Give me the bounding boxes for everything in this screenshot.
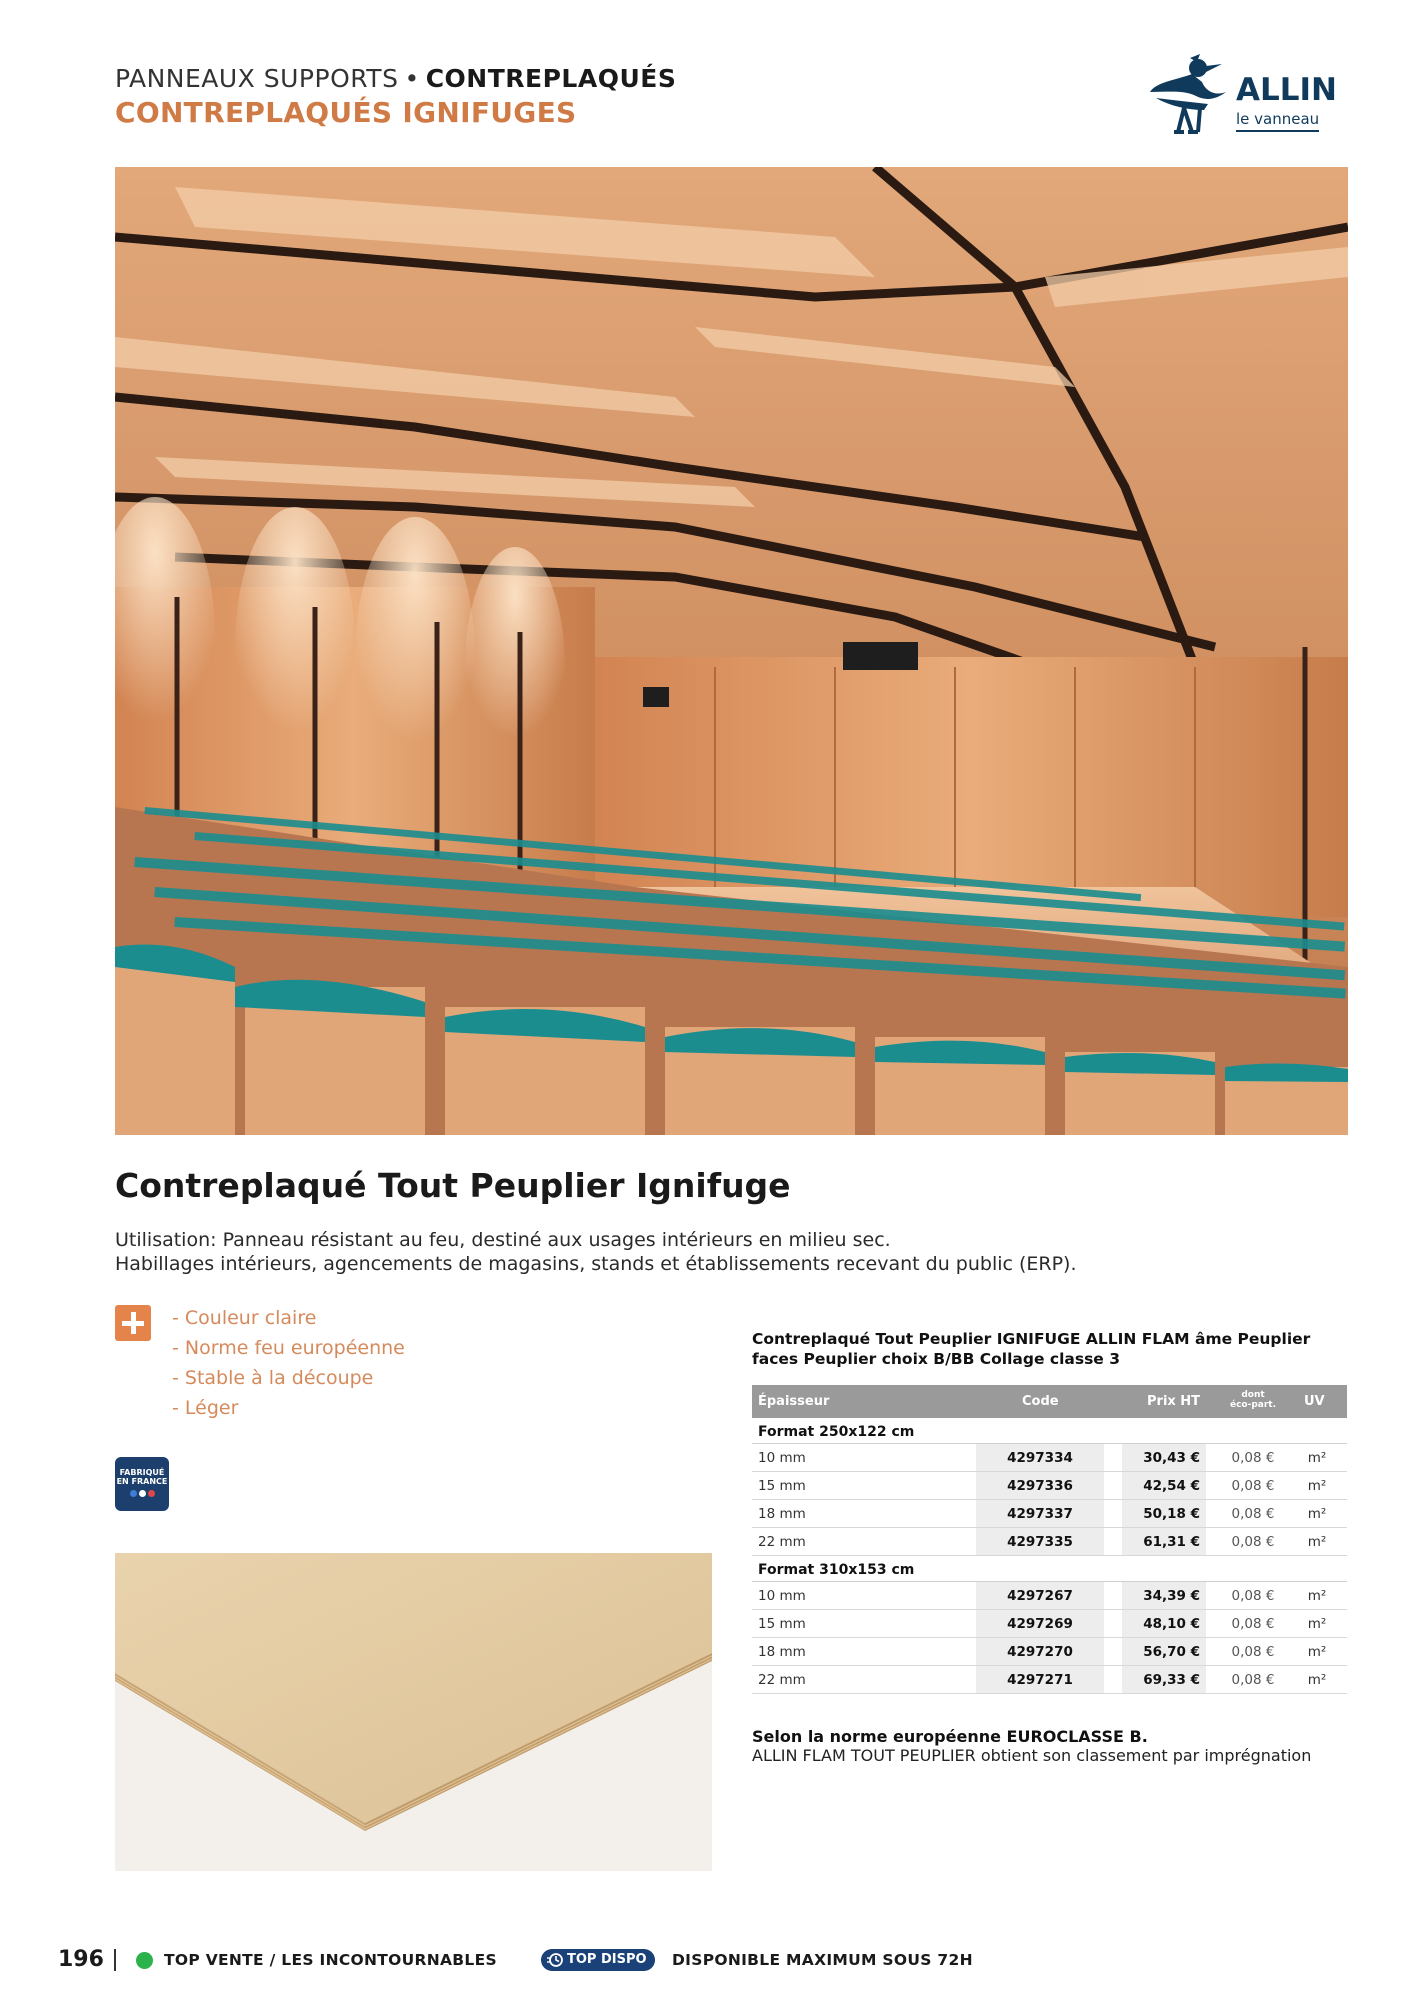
cell-code: 4297335 (976, 1528, 1104, 1555)
feature-item: - Stable à la découpe (172, 1367, 374, 1389)
price-table (752, 1385, 1347, 1694)
header-eco-line-1: dont (1241, 1390, 1265, 1400)
cell-eco: 0,08 € (1231, 1672, 1275, 1688)
table-header-row (752, 1385, 1347, 1418)
table-title-line-2: faces Peuplier choix B/BB Collage classe 3 (752, 1350, 1121, 1368)
feature-item: - Léger (172, 1397, 239, 1419)
header-code: Code (1022, 1394, 1059, 1409)
disponible-label: DISPONIBLE MAXIMUM SOUS 72H (672, 1951, 973, 1969)
top-dispo-badge (541, 1949, 655, 1971)
cell-prix: 42,54 € (1122, 1472, 1206, 1499)
header-eco-part (1218, 1390, 1288, 1410)
breadcrumb-separator: • (404, 64, 420, 93)
cell-uv: m² (1307, 1588, 1327, 1604)
cell-eco: 0,08 € (1231, 1534, 1275, 1550)
cell-prix: 50,18 € (1122, 1500, 1206, 1527)
format-row: Format 250x122 cm (752, 1418, 1347, 1444)
norm-title: Selon la norme européenne EUROCLASSE B. (752, 1727, 1148, 1746)
breadcrumb (115, 64, 676, 93)
cell-code: 4297270 (976, 1638, 1104, 1665)
badge-line-2: EN FRANCE (116, 1477, 168, 1486)
header-prix: Prix HT (1147, 1394, 1201, 1409)
table-row (752, 1610, 1347, 1638)
cell-prix: 34,39 € (1122, 1582, 1206, 1609)
usage-line-2: Habillages intérieurs, agencements de magasins, stands et établissements recevant du public (ERP). (115, 1253, 1077, 1275)
top-vente-label: TOP VENTE / LES INCONTOURNABLES (164, 1951, 497, 1969)
top-dispo-label: TOP DISPO (567, 1952, 647, 1967)
cell-code: 4297271 (976, 1666, 1104, 1693)
feature-item: - Norme feu européenne (172, 1337, 405, 1359)
cell-prix: 69,33 € (1122, 1666, 1206, 1693)
cell-eco: 0,08 € (1231, 1450, 1275, 1466)
usage-line-1: Utilisation: Panneau résistant au feu, destiné aux usages intérieurs en milieu sec. (115, 1229, 891, 1251)
page-number: 196 (58, 1947, 104, 1972)
table-row (752, 1582, 1347, 1610)
cell-prix: 48,10 € (1122, 1610, 1206, 1637)
cell-eco: 0,08 € (1231, 1506, 1275, 1522)
feature-item: - Couleur claire (172, 1307, 317, 1329)
top-dispo-clock-icon (547, 1952, 563, 1968)
cell-eco: 0,08 € (1231, 1478, 1275, 1494)
cell-epaisseur: 10 mm (758, 1588, 806, 1604)
breadcrumb-section: PANNEAUX SUPPORTS (115, 64, 399, 93)
cell-uv: m² (1307, 1506, 1327, 1522)
feature-list (172, 1306, 405, 1426)
usage-text (115, 1228, 1077, 1276)
header-epaisseur: Épaisseur (758, 1394, 830, 1409)
footer-divider (114, 1949, 116, 1971)
cell-eco: 0,08 € (1231, 1588, 1275, 1604)
cell-epaisseur: 18 mm (758, 1506, 806, 1522)
table-row (752, 1666, 1347, 1694)
cell-epaisseur: 15 mm (758, 1616, 806, 1632)
table-row (752, 1528, 1347, 1556)
logo-name: ALLIN (1236, 72, 1337, 108)
table-title (752, 1329, 1352, 1369)
cell-epaisseur: 10 mm (758, 1450, 806, 1466)
cell-eco: 0,08 € (1231, 1644, 1275, 1660)
cell-uv: m² (1307, 1478, 1327, 1494)
cell-prix: 61,31 € (1122, 1528, 1206, 1555)
cell-uv: m² (1307, 1672, 1327, 1688)
fabrique-en-france-badge-icon (115, 1457, 169, 1511)
cell-uv: m² (1307, 1450, 1327, 1466)
plywood-panel-photo (115, 1553, 712, 1871)
cell-eco: 0,08 € (1231, 1616, 1275, 1632)
cell-uv: m² (1307, 1616, 1327, 1632)
product-title: Contreplaqué Tout Peuplier Ignifuge (115, 1166, 791, 1205)
header-uv: UV (1304, 1394, 1325, 1409)
badge-line-1: FABRIQUÉ (119, 1468, 165, 1477)
cell-code: 4297337 (976, 1500, 1104, 1527)
cell-code: 4297334 (976, 1444, 1104, 1471)
cell-uv: m² (1307, 1644, 1327, 1660)
table-row (752, 1638, 1347, 1666)
cell-uv: m² (1307, 1534, 1327, 1550)
table-row (752, 1472, 1347, 1500)
cell-epaisseur: 22 mm (758, 1534, 806, 1550)
auditorium-photo (115, 167, 1348, 1135)
table-title-line-1: Contreplaqué Tout Peuplier IGNIFUGE ALLIN FLAM âme Peuplier (752, 1330, 1311, 1348)
cell-epaisseur: 18 mm (758, 1644, 806, 1660)
norm-text: ALLIN FLAM TOUT PEUPLIER obtient son classement par imprégnation (752, 1746, 1312, 1765)
logo-tagline: le vanneau (1236, 110, 1319, 132)
french-flag-dots (115, 1490, 169, 1497)
format-row: Format 310x153 cm (752, 1556, 1347, 1582)
cell-prix: 56,70 € (1122, 1638, 1206, 1665)
cell-epaisseur: 15 mm (758, 1478, 806, 1494)
allin-bird-logo-icon (1148, 52, 1238, 142)
plus-icon (115, 1305, 151, 1341)
green-dot-icon (136, 1952, 153, 1969)
cell-prix: 30,43 € (1122, 1444, 1206, 1471)
cell-epaisseur: 22 mm (758, 1672, 806, 1688)
header-eco-line-2: éco-part. (1229, 1400, 1277, 1410)
cell-code: 4297269 (976, 1610, 1104, 1637)
allin-logo (1148, 52, 1338, 142)
cell-code: 4297267 (976, 1582, 1104, 1609)
table-row (752, 1444, 1347, 1472)
breadcrumb-category: CONTREPLAQUÉS (425, 64, 677, 93)
page-heading: CONTREPLAQUÉS IGNIFUGES (115, 96, 577, 129)
table-row (752, 1500, 1347, 1528)
cell-code: 4297336 (976, 1472, 1104, 1499)
